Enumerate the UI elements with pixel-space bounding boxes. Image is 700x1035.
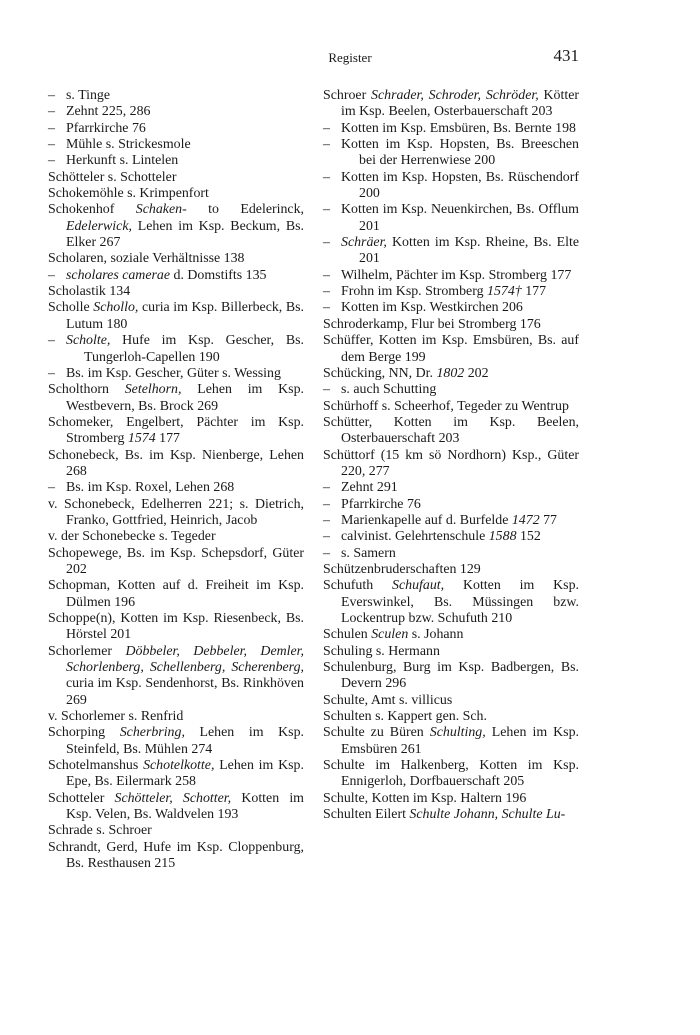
index-subentry [323,121,579,137]
index-entry [48,546,304,579]
index-subentry [323,268,579,284]
index-entry [48,448,304,481]
index-entry [48,415,304,448]
entry-text: Schotelmanshus [48,758,144,774]
entry-text: Lehen im Ksp. Beckum, Bs. Elker 267 [66,218,304,251]
index-entry [48,202,304,251]
entry-text: v. Schonebeck, Edelherren 221; s. Dietrich, Franko, Gottfried, Heinrich, Jacob [48,496,304,528]
index-subentry [48,366,304,382]
entry-italic-text: Döbbeler, Debbeler, Demler, Schorlenberg, Schellenberg, Scherenberg, [66,643,304,676]
subentry-dash: – [323,496,330,512]
entry-italic-text: Schötteler, Schotter, [114,790,232,806]
subentry-dash: – [323,545,330,561]
subentry-dash: – [323,169,330,185]
index-subentry [323,382,579,398]
subentry-dash: – [48,104,55,120]
index-subentry [323,529,579,545]
index-subentry [323,300,579,316]
subentry-dash: – [48,153,55,169]
entry-text: Schorping [48,725,120,741]
entry-text: to Edelerinck, [186,202,305,218]
index-entry [323,791,579,807]
index-entry [48,529,304,545]
index-entry [323,366,579,382]
index-entry [323,725,579,758]
index-entry [323,807,579,823]
entry-text: Schuling s. Hermann [323,643,440,659]
index-entry [323,88,579,121]
entry-text: Schulten s. Kappert gen. Sch. [323,709,487,725]
subentry-dash: – [48,120,55,136]
index-column-right [323,88,579,823]
index-entry [323,317,579,333]
entry-text: Schotteler [48,790,115,806]
entry-text: Scholastik 134 [48,284,131,300]
entry-text: d. Domstifts 135 [170,267,267,283]
entry-italic-text: Schotelkotte, [143,758,215,774]
entry-italic-text: Sculen [371,627,409,643]
index-entry [48,725,304,758]
entry-text: Kotten im Ksp. Neuenkirchen, Bs. Offlum 201 [341,202,579,234]
entry-text: Schopewege, Bs. im Ksp. Schepsdorf, Güter 202 [48,545,304,577]
entry-text: Zehnt 291 [341,480,398,496]
page-number: 431 [553,46,579,65]
index-entry [323,399,579,415]
index-entry [48,823,304,839]
entry-text: Kötter im Ksp. Beelen, Osterbauerschaft 203 [341,88,580,120]
entry-text: Schürhoff s. Scheerhof, Tegeder zu Wentrup [323,398,569,414]
entry-text: s. Tinge [66,88,111,103]
entry-text: Kotten im Ksp. Hopsten, Bs. Rüschendorf 200 [341,169,579,202]
page-header [0,46,700,70]
index-entry [48,382,304,415]
subentry-dash: – [323,284,330,300]
entry-italic-text: Schulting, [429,725,486,741]
index-subentry [323,137,579,170]
index-entry [48,611,304,644]
entry-italic-text: Schräer, [341,235,387,251]
entry-text: Schomeker, Engelbert, Pächter im Ksp. Stromberg [48,414,304,447]
index-entry [48,709,304,725]
entry-text: Bs. im Ksp. Roxel, Lehen 268 [66,480,235,496]
entry-italic-text: Schulte Johann, Schulte Lu- [409,807,566,823]
index-entry [48,758,304,791]
entry-text: Schulte, Kotten im Ksp. Haltern 196 [323,790,527,806]
index-entry [323,578,579,627]
index-subentry [323,480,579,496]
subentry-dash: – [323,300,330,316]
entry-text: Schücking, NN, Dr. [323,365,437,381]
entry-text: Schopman, Kotten auf d. Freiheit im Ksp. Dülmen 196 [48,578,304,610]
index-entry [323,627,579,643]
index-entry [48,497,304,530]
subentry-dash: – [323,480,330,496]
subentry-dash: – [48,267,55,283]
subentry-dash: – [48,88,55,103]
index-entry [48,186,304,202]
entry-text: Scholthorn [48,382,125,398]
entry-text: Schulten Eilert [323,807,410,823]
index-column-left [48,88,304,873]
entry-italic-text: Scholte, [66,333,111,349]
entry-text: Schroer [323,88,372,103]
entry-italic-text: Schollo, [93,300,139,316]
entry-text: Kotten im Ksp. Emsbüren, Bs. Bernte 198 [341,120,576,136]
entry-text: Herkunft s. Lintelen [66,153,179,169]
entry-text: Marienkapelle auf d. Burfelde [341,512,512,528]
index-entry [323,415,579,448]
subentry-dash: – [323,202,330,218]
entry-text: Scholaren, soziale Verhältnisse 138 [48,251,245,267]
entry-text: Lehen im Ksp. Epe, Bs. Eilermark 258 [66,758,304,790]
entry-text: Schrade s. Schroer [48,823,152,839]
entry-text: 77 [539,512,558,528]
entry-text: Lehen im Ksp. Westbevern, Bs. Brock 269 [66,382,304,414]
subentry-dash: – [323,120,330,136]
entry-text: v. Schorlemer s. Renfrid [48,709,184,725]
entry-italic-text: Edelerwick, [66,218,132,234]
entry-text: Lehen im Ksp. Emsbüren 261 [341,725,579,757]
entry-text: Schulen [323,627,372,643]
entry-text: Hufe im Ksp. Gescher, Bs. Tungerloh-Capellen 190 [84,333,304,365]
entry-text: Frohn im Ksp. Stromberg [341,284,487,300]
index-subentry [323,235,579,268]
subentry-dash: – [323,235,330,251]
entry-italic-text: Setelhorn, [124,382,182,398]
entry-text: 177 [521,284,547,300]
entry-text: Kotten im Ksp. Hopsten, Bs. Breeschen bei der Herrenwiese 200 [341,137,579,169]
entry-italic-text: 1472 [511,512,540,528]
entry-text: Wilhelm, Pächter im Ksp. Stromberg 177 [341,267,572,283]
entry-italic-text: Schrader, Schroder, Schröder, [371,88,539,103]
index-subentry [323,284,579,300]
entry-italic-text: 1588 [488,529,517,545]
entry-text: Bs. im Ksp. Gescher, Güter s. Wessing [66,365,281,381]
entry-text: Schulenburg, Burg im Ksp. Badbergen, Bs. Devern 296 [323,660,579,692]
entry-text: s. Samern [341,545,396,561]
index-subentry [48,104,304,120]
entry-text: curia im Ksp. Billerbeck, Bs. Lutum 180 [66,300,304,332]
entry-text: Schorlemer [48,643,126,659]
index-entry [323,709,579,725]
index-subentry [48,480,304,496]
entry-text: 202 [464,365,489,381]
entry-text: Kotten im Ksp. Everswinkel, Bs. Müssingen bzw. Lockentrup bzw. Schufuth 210 [341,578,579,626]
entry-text: Kotten im Ksp. Rheine, Bs. Elte 201 [359,235,579,267]
entry-text: Schulte, Amt s. villicus [323,692,453,708]
entry-text: Schulte im Halkenberg, Kotten im Ksp. Ennigerloh, Dorfbauerschaft 205 [323,758,579,790]
entry-text: Kotten im Ksp. Velen, Bs. Waldvelen 193 [66,790,304,823]
subentry-dash: – [323,267,330,283]
entry-text: Pfarrkirche 76 [66,120,146,136]
entry-italic-text: Schufaut, [392,578,445,594]
entry-text: Schonebeck, Bs. im Ksp. Nienberge, Lehen 268 [48,447,304,479]
entry-text: Schufuth [323,578,393,594]
entry-italic-text: Scherbring, [119,725,185,741]
subentry-dash: – [48,137,55,153]
subentry-dash: – [48,480,55,496]
index-subentry [48,88,304,104]
index-subentry [323,497,579,513]
entry-text: Lehen im Ksp. Steinfeld, Bs. Mühlen 274 [66,725,304,757]
subentry-dash: – [323,382,330,398]
index-subentry [48,268,304,284]
entry-text: Kotten im Ksp. Westkirchen 206 [341,300,523,316]
entry-text: Schüffer, Kotten im Ksp. Emsbüren, Bs. auf dem Berge 199 [323,333,579,365]
entry-text: Schrandt, Gerd, Hufe im Ksp. Cloppenburg, Bs. Resthausen 215 [48,839,304,872]
entry-text: Schötteler s. Schotteler [48,169,177,185]
index-entry [323,333,579,366]
entry-text: Schulte zu Büren [323,725,430,741]
entry-text: Schokenhof [48,202,136,218]
index-entry [48,251,304,267]
entry-italic-text: Schaken- [135,202,187,218]
index-subentry [323,546,579,562]
entry-text: Pfarrkirche 76 [341,496,421,512]
subentry-dash: – [48,365,55,381]
index-entry [48,170,304,186]
entry-text: Schützenbruderschaften 129 [323,561,481,577]
entry-text: s. auch Schutting [341,382,437,398]
index-subentry [48,333,304,366]
index-entry [323,644,579,660]
entry-text: Schokemöhle s. Krimpenfort [48,186,209,202]
index-entry [323,562,579,578]
index-subentry [48,137,304,153]
running-title: Register [328,50,372,65]
index-subentry [48,121,304,137]
entry-text: v. der Schonebecke s. Tegeder [48,529,216,545]
index-entry [48,284,304,300]
entry-text: s. Johann [408,627,464,643]
index-subentry [323,513,579,529]
index-entry [323,693,579,709]
entry-text: 152 [516,529,541,545]
index-entry [48,791,304,824]
index-entry [323,448,579,481]
entry-text: calvinist. Gelehrtenschule [341,529,489,545]
subentry-dash: – [323,137,330,153]
entry-text: Mühle s. Strickesmole [66,137,191,153]
index-subentry [48,153,304,169]
subentry-dash: – [48,333,55,349]
index-subentry [323,170,579,203]
entry-italic-text: 1574† [487,284,522,300]
entry-text: Schüttorf (15 km sö Nordhorn) Ksp., Güter 220, 277 [323,447,579,479]
entry-text: Schroderkamp, Flur bei Stromberg 176 [323,316,541,332]
index-entry [323,660,579,693]
index-entry [323,758,579,791]
entry-text: Schoppe(n), Kotten im Ksp. Riesenbeck, Bs. Hörstel 201 [48,611,304,643]
index-entry [48,300,304,333]
index-entry [48,644,304,709]
entry-italic-text: scholares camerae [66,267,171,283]
entry-text: curia im Ksp. Sendenhorst, Bs. Rinkhöven 269 [66,676,304,708]
subentry-dash: – [323,512,330,528]
index-entry [48,840,304,873]
entry-italic-text: 1574 [127,431,156,447]
entry-italic-text: 1802 [436,365,465,381]
entry-text: Zehnt 225, 286 [66,104,151,120]
entry-text: Scholle [48,300,94,316]
index-subentry [323,202,579,235]
entry-text: Schütter, Kotten im Ksp. Beelen, Osterbauerschaft 203 [323,414,579,447]
index-entry [48,578,304,611]
entry-text: 177 [155,431,180,447]
subentry-dash: – [323,529,330,545]
